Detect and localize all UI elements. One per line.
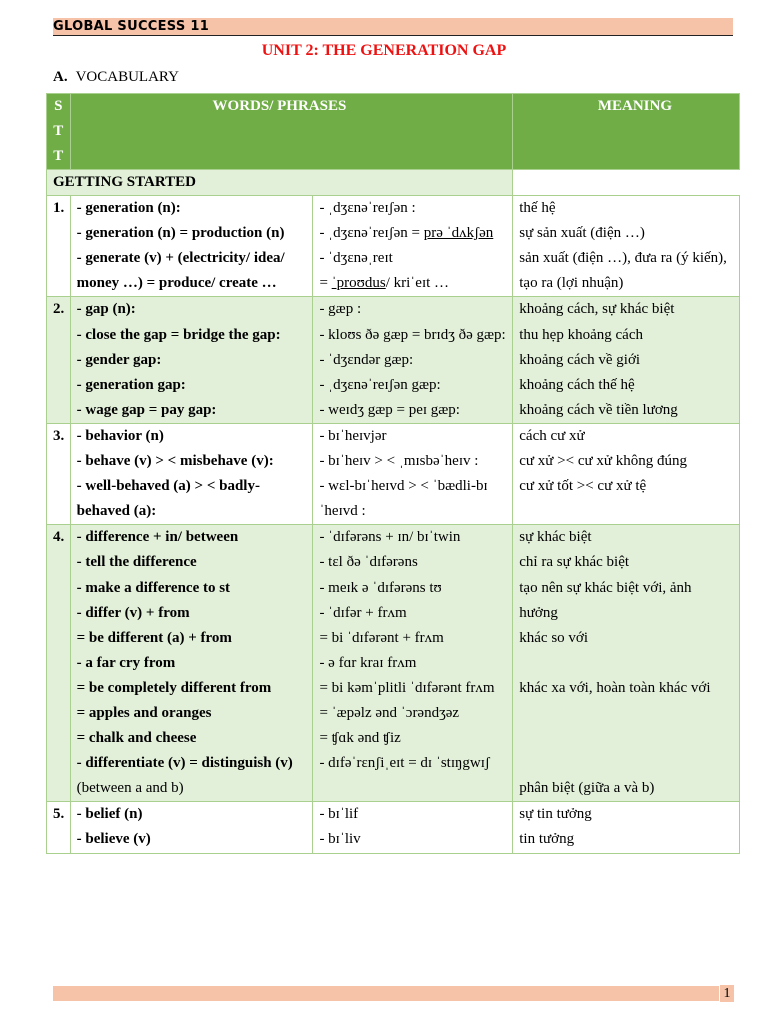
section-label: VOCABULARY xyxy=(75,69,179,85)
row-meaning: sự khác biệt chỉ ra sự khác biệt tạo nên sự khác biệt với, ảnh hưởng khác so với khác xa với, hoàn toàn khác với phân biệt (giữa a và b) xyxy=(513,525,740,802)
table-row xyxy=(47,423,740,524)
row-ipa: - gæp : - kloʊs ðə gæp = brɪdʒ ðə gæp: - ˈdʒɛndər gæp: - ˌdʒɛnəˈreɪʃən gæp: - weɪdʒ gæp = peɪ gæp: xyxy=(313,297,513,423)
table-row xyxy=(47,525,740,802)
row-ipa: - ˈdɪfərəns + ɪn/ bɪˈtwin - tɛl ðə ˈdɪfərəns - meɪk ə ˈdɪfərəns tʊ - ˈdɪfər + frʌm = bi ˈdɪfərənt + frʌm - ə fɑr kraɪ frʌm = bi kəmˈplitli ˈdɪfərənt frʌm = ˈæpəlz ənd ˈɔrəndʒəz = ʧɑk ənd ʧiz - dɪfəˈrɛnʃiˌeɪt = dɪ ˈstɪŋgwɪʃ xyxy=(313,525,513,802)
row-number: 1. xyxy=(47,196,71,297)
row-number: 3. xyxy=(47,423,71,524)
table-row xyxy=(47,297,740,423)
row-ipa: - bɪˈlif - bɪˈliv xyxy=(313,802,513,853)
row-words: - gap (n): - close the gap = bridge the gap: - gender gap: - generation gap: - wage gap = pay gap: xyxy=(70,297,313,423)
section-title xyxy=(53,69,179,86)
unit-title: UNIT 2: THE GENERATION GAP xyxy=(261,42,507,59)
header-bar xyxy=(53,18,733,36)
section-row-label: GETTING STARTED xyxy=(47,170,513,196)
row-words: - generation (n): - generation (n) = production (n) - generate (v) + (electricity/ idea/ money …) = produce/ create … xyxy=(70,196,313,297)
row-number: 4. xyxy=(47,525,71,802)
vocabulary-table xyxy=(46,93,740,854)
header-title: GLOBAL SUCCESS 11 xyxy=(53,19,210,34)
section-row xyxy=(47,170,740,196)
meaning-header: MEANING xyxy=(513,94,740,170)
row-meaning: sự tin tưởng tin tưởng xyxy=(513,802,740,853)
words-header: WORDS/ PHRASES xyxy=(70,94,513,170)
row-ipa: - ˌdʒɛnəˈreɪʃən : - ˌdʒɛnəˈreɪʃən = prə ˈdʌkʃən - ˈdʒɛnəˌreɪt = ˈproʊdus/ kriˈeɪt … xyxy=(313,196,513,297)
table-header-row xyxy=(47,94,740,170)
row-words: - belief (n) - believe (v) xyxy=(70,802,313,853)
row-words: - behavior (n) - behave (v) > < misbehave (v): - well-behaved (a) > < badly-behaved (a): xyxy=(70,423,313,524)
row-meaning: khoảng cách, sự khác biệt thu hẹp khoảng cách khoảng cách về giới khoảng cách thế hệ khoảng cách về tiền lương xyxy=(513,297,740,423)
table-row xyxy=(47,802,740,853)
row-words: - difference + in/ between - tell the difference - make a difference to st - differ (v) + from = be different (a) + from - a far cry from = be completely different from = apples and oranges = chalk and cheese - differentiate (v) = distinguish (v) (between a and b) xyxy=(70,525,313,802)
row-number: 2. xyxy=(47,297,71,423)
row-meaning: thế hệ sự sản xuất (điện …) sản xuất (điện …), đưa ra (ý kiến), tạo ra (lợi nhuận) xyxy=(513,196,740,297)
row-number: 5. xyxy=(47,802,71,853)
page-number: 1 xyxy=(720,985,734,1002)
footer-bar xyxy=(53,986,719,1001)
stt-header: S T T xyxy=(47,94,71,170)
row-meaning: cách cư xử cư xử >< cư xử không đúng cư xử tốt >< cư xử tệ xyxy=(513,423,740,524)
section-letter: A. xyxy=(53,69,68,85)
row-ipa: - bɪˈheɪvjər - bɪˈheɪv > < ˌmɪsbəˈheɪv : - wɛl-bɪˈheɪvd > < ˈbædli-bɪˈheɪvd : xyxy=(313,423,513,524)
table-row xyxy=(47,196,740,297)
